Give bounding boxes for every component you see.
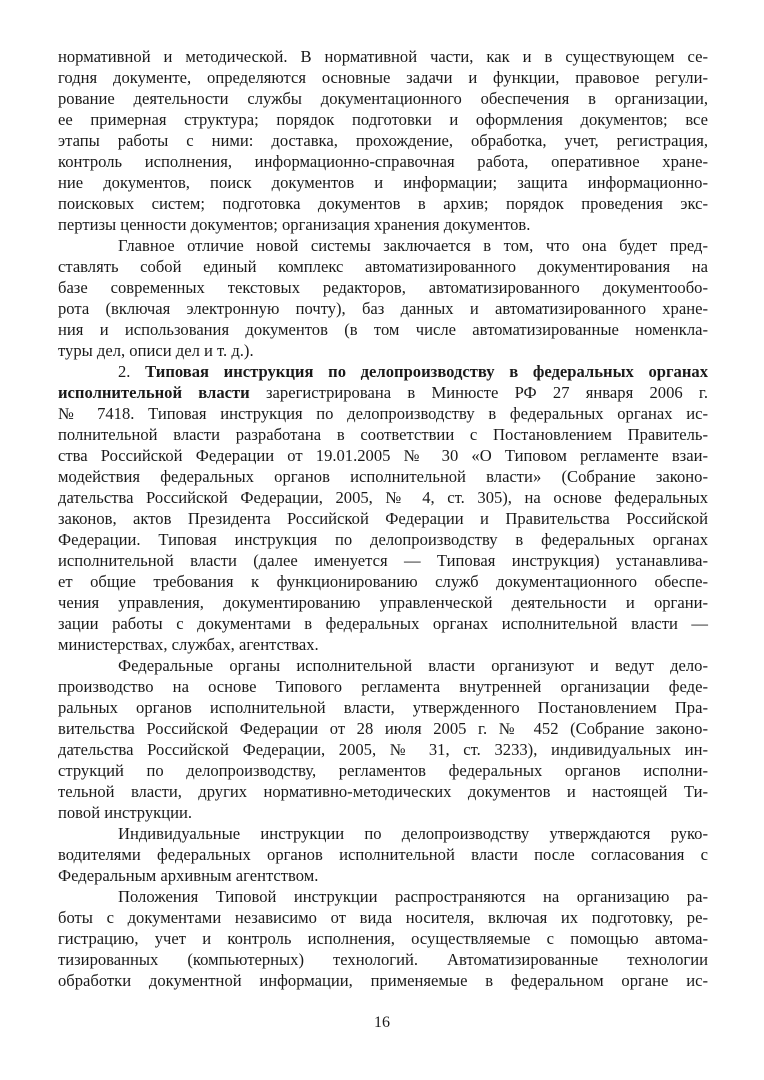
- paragraph: [58, 361, 708, 655]
- text-line: [58, 949, 708, 970]
- text: базе современных текстовых редакторов, автоматизированного документообо-: [58, 278, 708, 297]
- text-line: [58, 487, 708, 508]
- text-line: [58, 697, 708, 718]
- text: контроль исполнения, информационно-справочная работа, оперативное хране-: [58, 152, 708, 171]
- text: ральных органов исполнительной власти, утвержденного Постановлением Пра-: [58, 698, 708, 717]
- paragraph: [58, 886, 708, 991]
- text-line: [58, 823, 708, 844]
- text-line: [58, 613, 708, 634]
- text: Положения Типовой инструкции распространяются на организацию ра-: [118, 887, 708, 906]
- text: тизированных (компьютерных) технологий. Автоматизированные технологии: [58, 950, 708, 969]
- text-line: [58, 319, 708, 340]
- paragraph: [58, 235, 708, 361]
- text-line: [58, 340, 708, 361]
- text: обработки документной информации, применяемые в федеральном органе ис-: [58, 971, 708, 990]
- text-line: [58, 907, 708, 928]
- text: ние документов, поиск документов и информации; защита информационно-: [58, 173, 708, 192]
- text: дательства Российской Федерации, 2005, № 31, ст. 3233), индивидуальных ин-: [58, 740, 708, 759]
- text: вительства Российской Федерации от 28 июля 2005 г. № 452 (Собрание законо-: [58, 719, 708, 738]
- text: министерствах, службах, агентствах.: [58, 635, 319, 654]
- text-line: [58, 739, 708, 760]
- text: Федерации. Типовая инструкция по делопроизводству в федеральных органах: [58, 530, 708, 549]
- text-line: [58, 403, 708, 424]
- text: водителями федеральных органов исполнительной власти после согласования с: [58, 845, 708, 864]
- bold-text: Типовая инструкция по делопроизводству в федеральных органах: [145, 362, 708, 381]
- text-line: [58, 928, 708, 949]
- text: ставлять собой единый комплекс автоматизированного документирования на: [58, 257, 708, 276]
- text-line: [58, 151, 708, 172]
- text-line: [58, 865, 708, 886]
- text-line: [58, 508, 708, 529]
- text: тельной власти, других нормативно-методических документов и настоящей Ти-: [58, 782, 708, 801]
- text-line: [58, 550, 708, 571]
- text: ее примерная структура; порядок подготовки и оформления документов; все: [58, 110, 708, 129]
- text: дательства Российской Федерации, 2005, № 4, ст. 305), на основе федеральных: [58, 488, 708, 507]
- text: чения управления, документированию управленческой деятельности и органи-: [58, 593, 708, 612]
- text-line: [58, 445, 708, 466]
- text-line: [58, 382, 708, 403]
- text: зации работы с документами в федеральных органах исполнительной власти —: [58, 614, 708, 633]
- text-line: [58, 781, 708, 802]
- paragraph: [58, 46, 708, 235]
- text-line: [58, 298, 708, 319]
- text-line: [58, 214, 708, 235]
- text: туры дел, описи дел и т. д.).: [58, 341, 254, 360]
- text: этапы работы с ними: доставка, прохождение, обработка, учет, регистрация,: [58, 131, 708, 150]
- text-line: [58, 361, 708, 382]
- text-line: [58, 235, 708, 256]
- text-line: [58, 655, 708, 676]
- text-line: [58, 130, 708, 151]
- text-line: [58, 970, 708, 991]
- text: рование деятельности службы документационного обеспечения в организации,: [58, 89, 708, 108]
- text: зарегистрирована в Минюсте РФ 27 января 2006 г.: [249, 383, 709, 402]
- text: законов, актов Президента Российской Федерации и Правительства Российской: [58, 509, 708, 528]
- text-line: [58, 571, 708, 592]
- text: поисковых систем; подготовка документов в архив; порядок проведения экс-: [58, 194, 708, 213]
- text: ния и использования документов (в том числе автоматизированные номенкла-: [58, 320, 708, 339]
- text: производство на основе Типового регламента внутренней организации феде-: [58, 677, 708, 696]
- text-line: [58, 67, 708, 88]
- bold-text: исполнительной власти: [58, 383, 250, 402]
- text: модействия федеральных органов исполнительной власти» (Собрание законо-: [58, 467, 708, 486]
- text-line: [58, 424, 708, 445]
- text: исполнительной власти (далее именуется — Типовая инструкция) устанавлива-: [58, 551, 708, 570]
- paragraph: [58, 823, 708, 886]
- document-body: [58, 46, 708, 991]
- text-line: [58, 844, 708, 865]
- text-line: [58, 760, 708, 781]
- text: струкций по делопроизводству, регламентов федеральных органов исполни-: [58, 761, 708, 780]
- text: нормативной и методической. В нормативной части, как и в существующем се-: [58, 47, 708, 66]
- page-number: 16: [374, 1014, 390, 1031]
- text-line: [58, 466, 708, 487]
- text-line: [58, 193, 708, 214]
- text-line: [58, 88, 708, 109]
- text-line: [58, 592, 708, 613]
- text-line: [58, 277, 708, 298]
- text-line: [58, 529, 708, 550]
- text: боты с документами независимо от вида носителя, включая их подготовку, ре-: [58, 908, 708, 927]
- text-line: [58, 256, 708, 277]
- text: повой инструкции.: [58, 803, 193, 822]
- text: полнительной власти разработана в соответствии с Постановлением Правитель-: [58, 425, 708, 444]
- text: гистрацию, учет и контроль исполнения, осуществляемые с помощью автома-: [58, 929, 708, 948]
- paragraph: [58, 655, 708, 823]
- text: 2.: [118, 362, 146, 381]
- text: Федеральным архивным агентством.: [58, 866, 319, 885]
- text: ет общие требования к функционированию служб документационного обеспе-: [58, 572, 708, 591]
- text: № 7418. Типовая инструкция по делопроизводству в федеральных органах ис-: [58, 404, 708, 423]
- text-line: [58, 676, 708, 697]
- text-line: [58, 172, 708, 193]
- text-line: [58, 109, 708, 130]
- text-line: [58, 886, 708, 907]
- text-line: [58, 802, 708, 823]
- text: пертизы ценности документов; организация хранения документов.: [58, 215, 531, 234]
- text: ства Российской Федерации от 19.01.2005 № 30 «О Типовом регламенте взаи-: [58, 446, 708, 465]
- text: Индивидуальные инструкции по делопроизводству утверждаются руко-: [118, 824, 708, 843]
- text-line: [58, 634, 708, 655]
- text: Главное отличие новой системы заключается в том, что она будет пред-: [118, 236, 708, 255]
- text: рота (включая электронную почту), баз данных и автоматизированного хране-: [58, 299, 708, 318]
- text-line: [58, 46, 708, 67]
- text: годня документе, определяются основные задачи и функции, правовое регули-: [58, 68, 708, 87]
- text: Федеральные органы исполнительной власти организуют и ведут дело-: [118, 656, 708, 675]
- text-line: [58, 718, 708, 739]
